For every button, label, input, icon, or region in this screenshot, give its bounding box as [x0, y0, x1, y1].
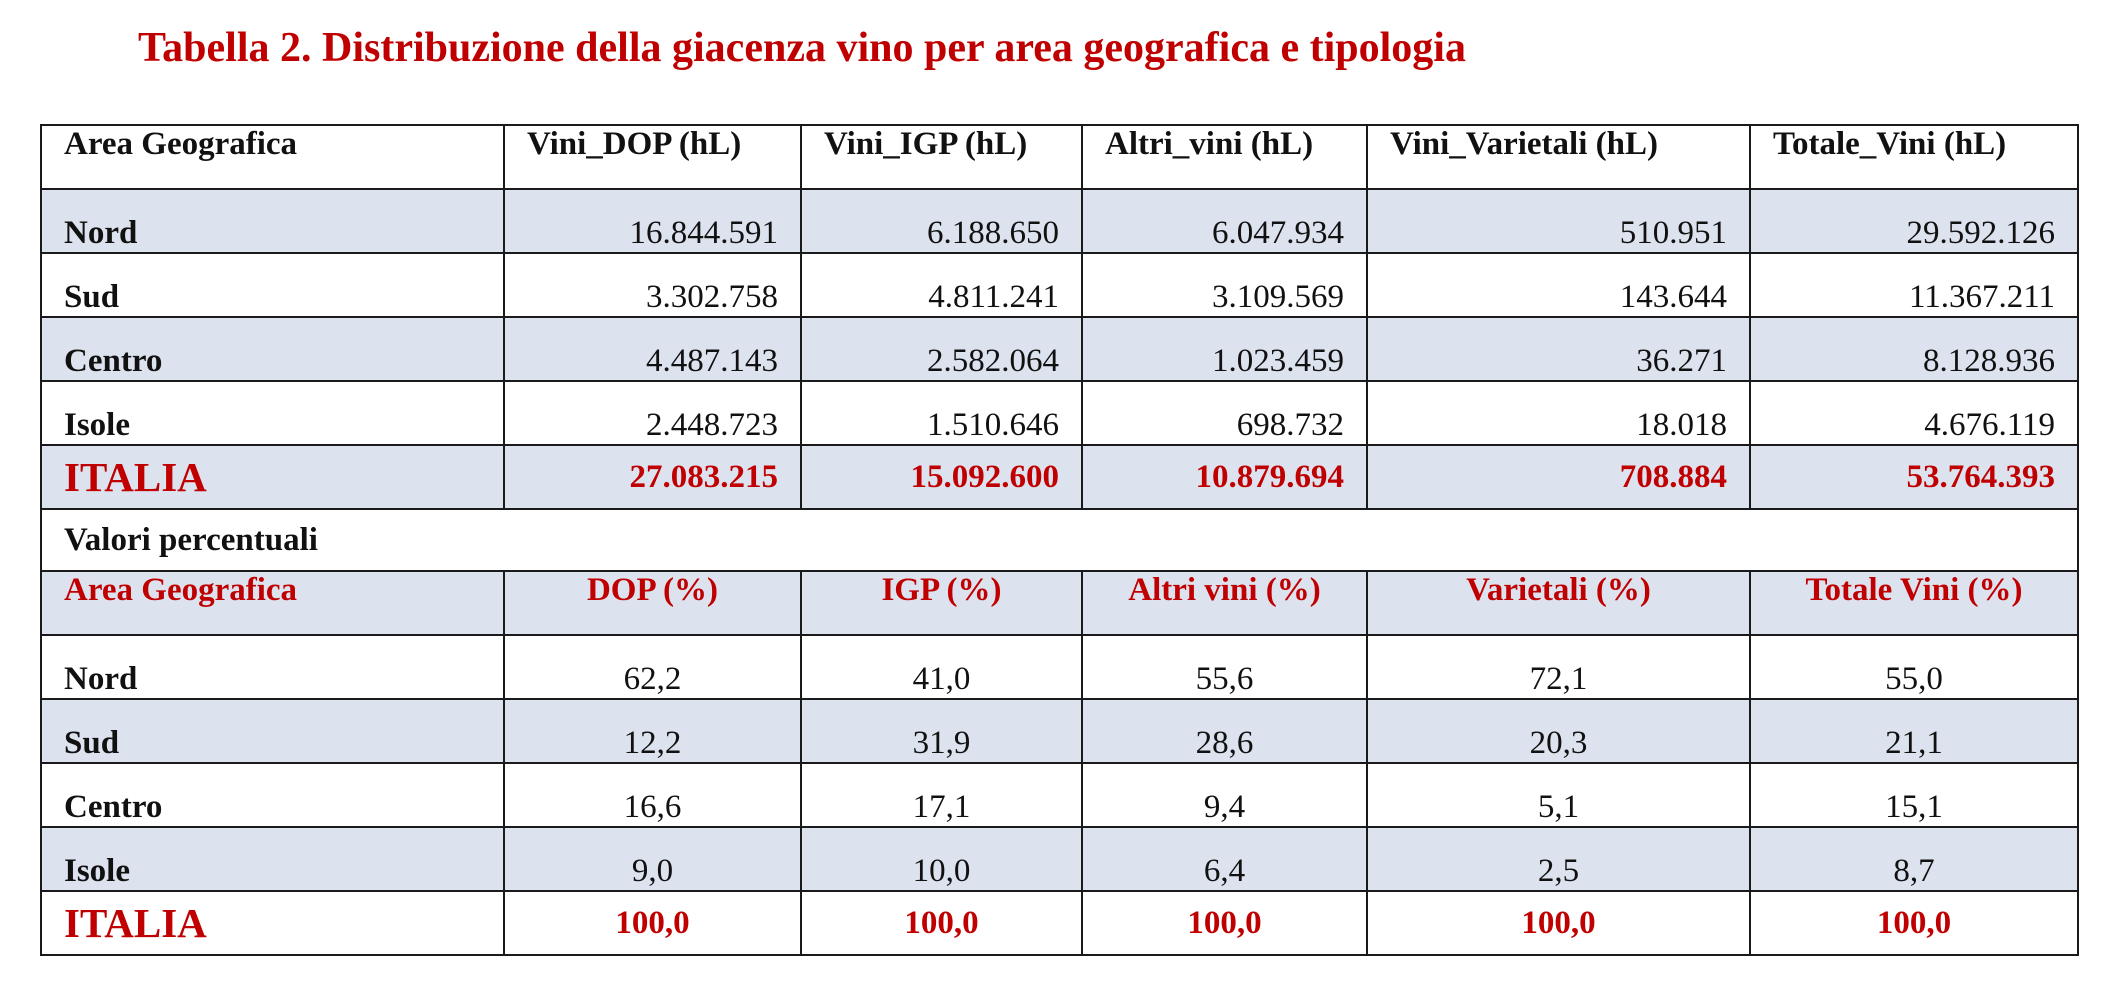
value-cell: 2.582.064: [801, 317, 1082, 381]
area-cell: Sud: [41, 699, 504, 763]
value-cell: 510.951: [1367, 189, 1750, 253]
percent-cell: 31,9: [801, 699, 1082, 763]
value-cell: 1.023.459: [1082, 317, 1367, 381]
table-row: [41, 381, 2078, 445]
total-value: 10.879.694: [1082, 445, 1367, 509]
area-cell: Nord: [41, 189, 504, 253]
area-cell: Sud: [41, 253, 504, 317]
percent-cell: 10,0: [801, 827, 1082, 891]
total-label: ITALIA: [41, 445, 504, 509]
percent-cell: 72,1: [1367, 635, 1750, 699]
table-row: [41, 827, 2078, 891]
header-cell: Totale Vini (%): [1750, 571, 2078, 635]
percent-cell: 8,7: [1750, 827, 2078, 891]
table-row: [41, 763, 2078, 827]
total-row: [41, 445, 2078, 509]
table-row: [41, 699, 2078, 763]
header-cell: Area Geografica: [41, 571, 504, 635]
value-cell: 11.367.211: [1750, 253, 2078, 317]
section-label: Valori percentuali: [41, 509, 2078, 571]
value-cell: 2.448.723: [504, 381, 801, 445]
percent-cell: 9,4: [1082, 763, 1367, 827]
header-cell: Altri_vini (hL): [1082, 125, 1367, 189]
area-cell: Isole: [41, 381, 504, 445]
percent-cell: 5,1: [1367, 763, 1750, 827]
value-cell: 4.811.241: [801, 253, 1082, 317]
header-cell: Varietali (%): [1367, 571, 1750, 635]
percent-cell: 21,1: [1750, 699, 2078, 763]
value-cell: 1.510.646: [801, 381, 1082, 445]
value-cell: 36.271: [1367, 317, 1750, 381]
area-cell: Isole: [41, 827, 504, 891]
table-row: [41, 253, 2078, 317]
value-cell: 4.676.119: [1750, 381, 2078, 445]
header-cell: DOP (%): [504, 571, 801, 635]
percent-cell: 17,1: [801, 763, 1082, 827]
percent-cell: 9,0: [504, 827, 801, 891]
percent-cell: 12,2: [504, 699, 801, 763]
value-cell: 18.018: [1367, 381, 1750, 445]
total-label: ITALIA: [41, 891, 504, 955]
table-row: [41, 317, 2078, 381]
header-cell: Vini_Varietali (hL): [1367, 125, 1750, 189]
total-value: 15.092.600: [801, 445, 1082, 509]
total-value: 100,0: [1367, 891, 1750, 955]
value-cell: 6.188.650: [801, 189, 1082, 253]
percent-cell: 2,5: [1367, 827, 1750, 891]
value-cell: 6.047.934: [1082, 189, 1367, 253]
value-cell: 3.109.569: [1082, 253, 1367, 317]
wine-stock-table: [40, 124, 2079, 956]
value-cell: 29.592.126: [1750, 189, 2078, 253]
area-cell: Nord: [41, 635, 504, 699]
value-cell: 143.644: [1367, 253, 1750, 317]
header-row: [41, 125, 2078, 189]
total-value: 100,0: [504, 891, 801, 955]
percent-cell: 55,6: [1082, 635, 1367, 699]
table-row: [41, 189, 2078, 253]
total-value: 53.764.393: [1750, 445, 2078, 509]
percent-cell: 6,4: [1082, 827, 1367, 891]
percent-cell: 28,6: [1082, 699, 1367, 763]
area-cell: Centro: [41, 317, 504, 381]
area-cell: Centro: [41, 763, 504, 827]
percent-cell: 55,0: [1750, 635, 2078, 699]
total-value: 708.884: [1367, 445, 1750, 509]
total-value: 100,0: [1750, 891, 2078, 955]
value-cell: 3.302.758: [504, 253, 801, 317]
header-cell: Area Geografica: [41, 125, 504, 189]
header-cell: Totale_Vini (hL): [1750, 125, 2078, 189]
percent-cell: 62,2: [504, 635, 801, 699]
percent-cell: 16,6: [504, 763, 801, 827]
total-row: [41, 891, 2078, 955]
table-title: Tabella 2. Distribuzione della giacenza vino per area geografica e tipologia: [138, 25, 1466, 71]
section-row: [41, 509, 2078, 571]
percent-header-row: [41, 571, 2078, 635]
percent-cell: 20,3: [1367, 699, 1750, 763]
value-cell: 4.487.143: [504, 317, 801, 381]
percent-cell: 15,1: [1750, 763, 2078, 827]
header-cell: IGP (%): [801, 571, 1082, 635]
total-value: 27.083.215: [504, 445, 801, 509]
total-value: 100,0: [1082, 891, 1367, 955]
value-cell: 16.844.591: [504, 189, 801, 253]
total-value: 100,0: [801, 891, 1082, 955]
table-row: [41, 635, 2078, 699]
value-cell: 698.732: [1082, 381, 1367, 445]
header-cell: Vini_IGP (hL): [801, 125, 1082, 189]
header-cell: Vini_DOP (hL): [504, 125, 801, 189]
value-cell: 8.128.936: [1750, 317, 2078, 381]
percent-cell: 41,0: [801, 635, 1082, 699]
header-cell: Altri vini (%): [1082, 571, 1367, 635]
